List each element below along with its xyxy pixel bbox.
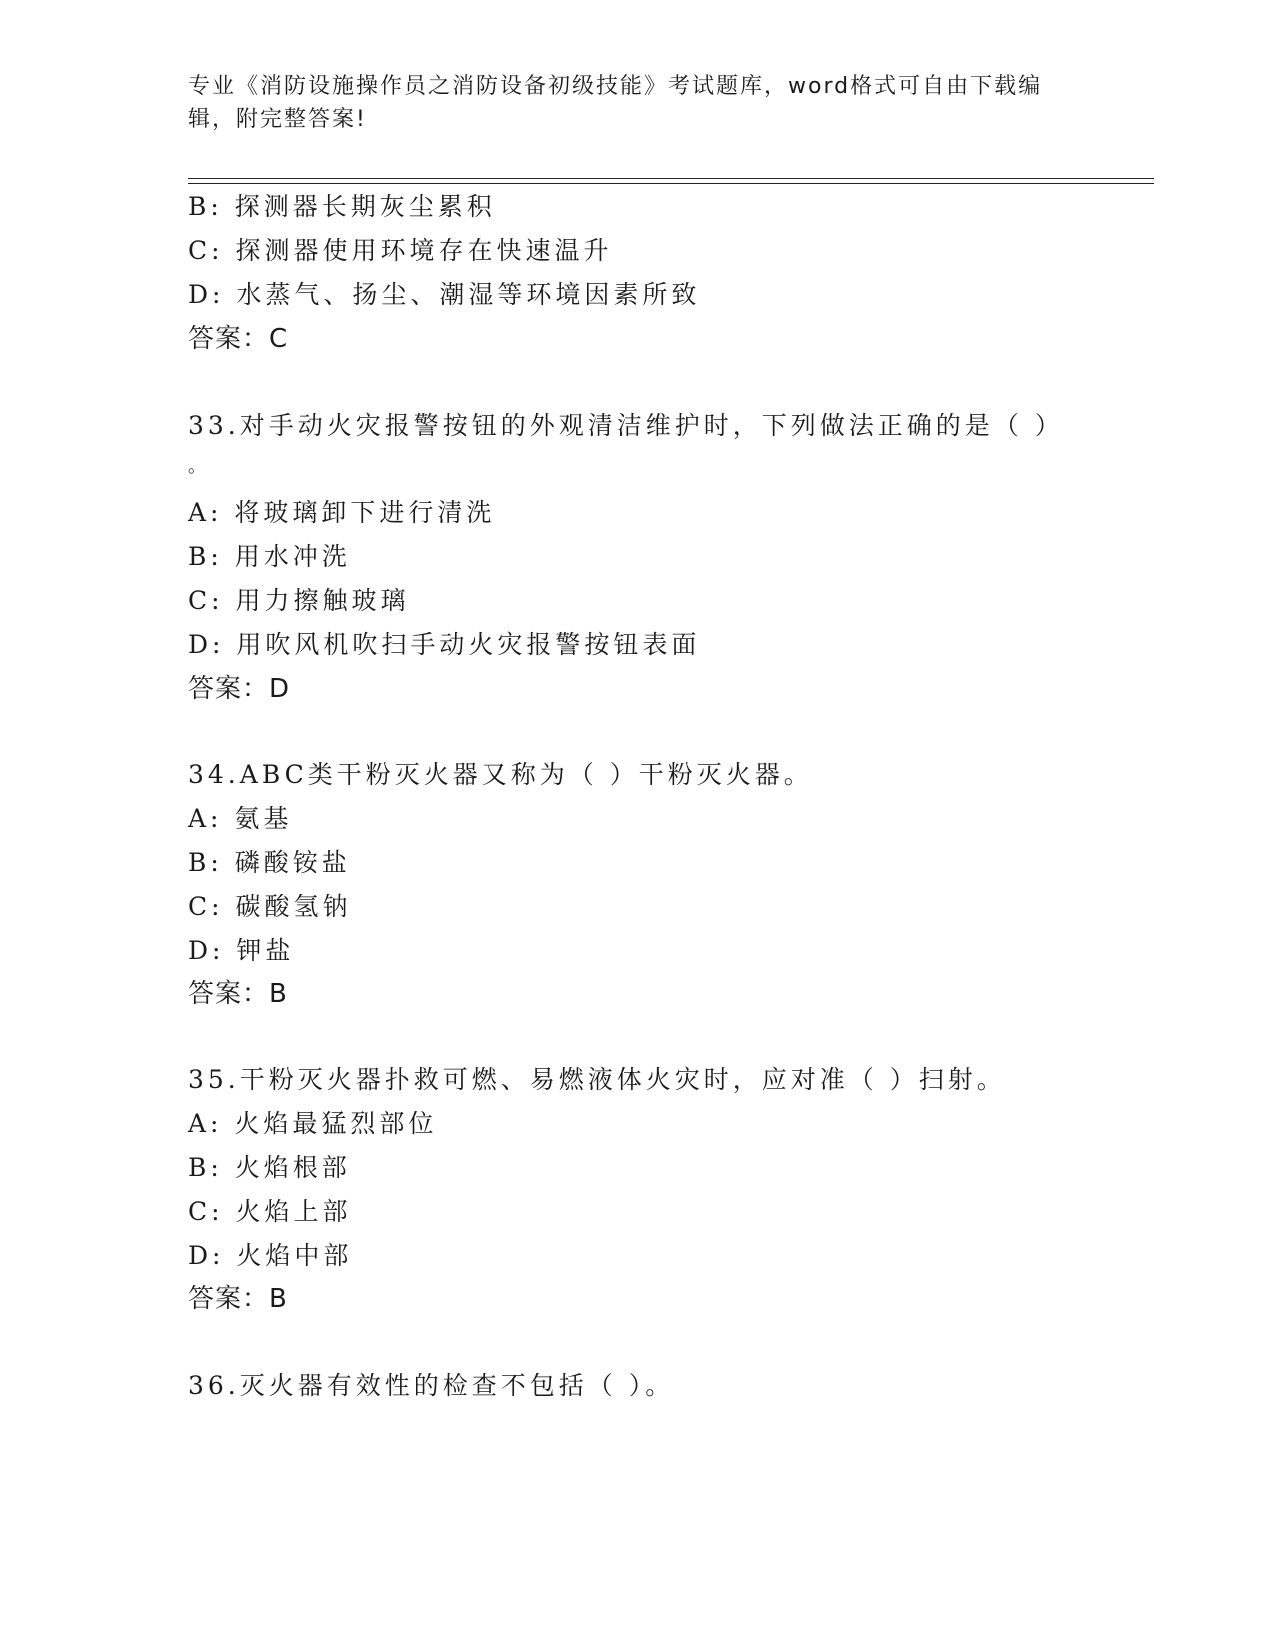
q34-option-a: A: 氨基	[188, 804, 293, 833]
q34-stem: 34.ABC类干粉灭火器又称为（ ）干粉灭火器。	[188, 760, 813, 789]
q33-stem: 33.对手动火灾报警按钮的外观清洁维护时，下列做法正确的是（ ）	[188, 411, 1064, 440]
document-header	[188, 70, 1088, 136]
q33-answer: 答案：D	[188, 674, 291, 704]
q33-option-a: A: 将玻璃卸下进行清洗	[188, 498, 496, 527]
header-divider-bottom	[188, 183, 1154, 184]
header-divider-top	[188, 178, 1154, 179]
q34-option-b: B: 磷酸铵盐	[188, 848, 351, 877]
header-line-1: 专业《消防设施操作员之消防设备初级技能》考试题库，word格式可自由下载编	[188, 74, 1043, 99]
q36-stem: 36.灭火器有效性的检查不包括（ ）。	[188, 1371, 675, 1400]
q35-answer: 答案：B	[188, 1284, 288, 1314]
q34-option-d: D: 钾盐	[188, 936, 295, 965]
q33-stem-continuation: 。	[188, 456, 210, 477]
q35-option-b: B: 火焰根部	[188, 1153, 351, 1182]
q34-answer: 答案：B	[188, 979, 288, 1009]
header-line-2: 辑，附完整答案!	[188, 107, 367, 132]
q32-answer: 答案：C	[188, 324, 289, 354]
q32-option-b: B: 探测器长期灰尘累积	[188, 192, 496, 221]
q33-option-b: B: 用水冲洗	[188, 542, 351, 571]
q35-option-c: C: 火焰上部	[188, 1197, 352, 1226]
q35-stem: 35.干粉灭火器扑救可燃、易燃液体火灾时，应对准（ ）扫射。	[188, 1065, 1006, 1094]
q34-option-c: C: 碳酸氢钠	[188, 892, 352, 921]
q33-option-c: C: 用力擦触玻璃	[188, 586, 410, 615]
q35-option-d: D: 火焰中部	[188, 1241, 353, 1270]
q32-option-c: C: 探测器使用环境存在快速温升	[188, 236, 613, 265]
q33-option-d: D: 用吹风机吹扫手动火灾报警按钮表面	[188, 630, 701, 659]
q32-option-d: D: 水蒸气、扬尘、潮湿等环境因素所致	[188, 280, 701, 309]
q35-option-a: A: 火焰最猛烈部位	[188, 1109, 438, 1138]
